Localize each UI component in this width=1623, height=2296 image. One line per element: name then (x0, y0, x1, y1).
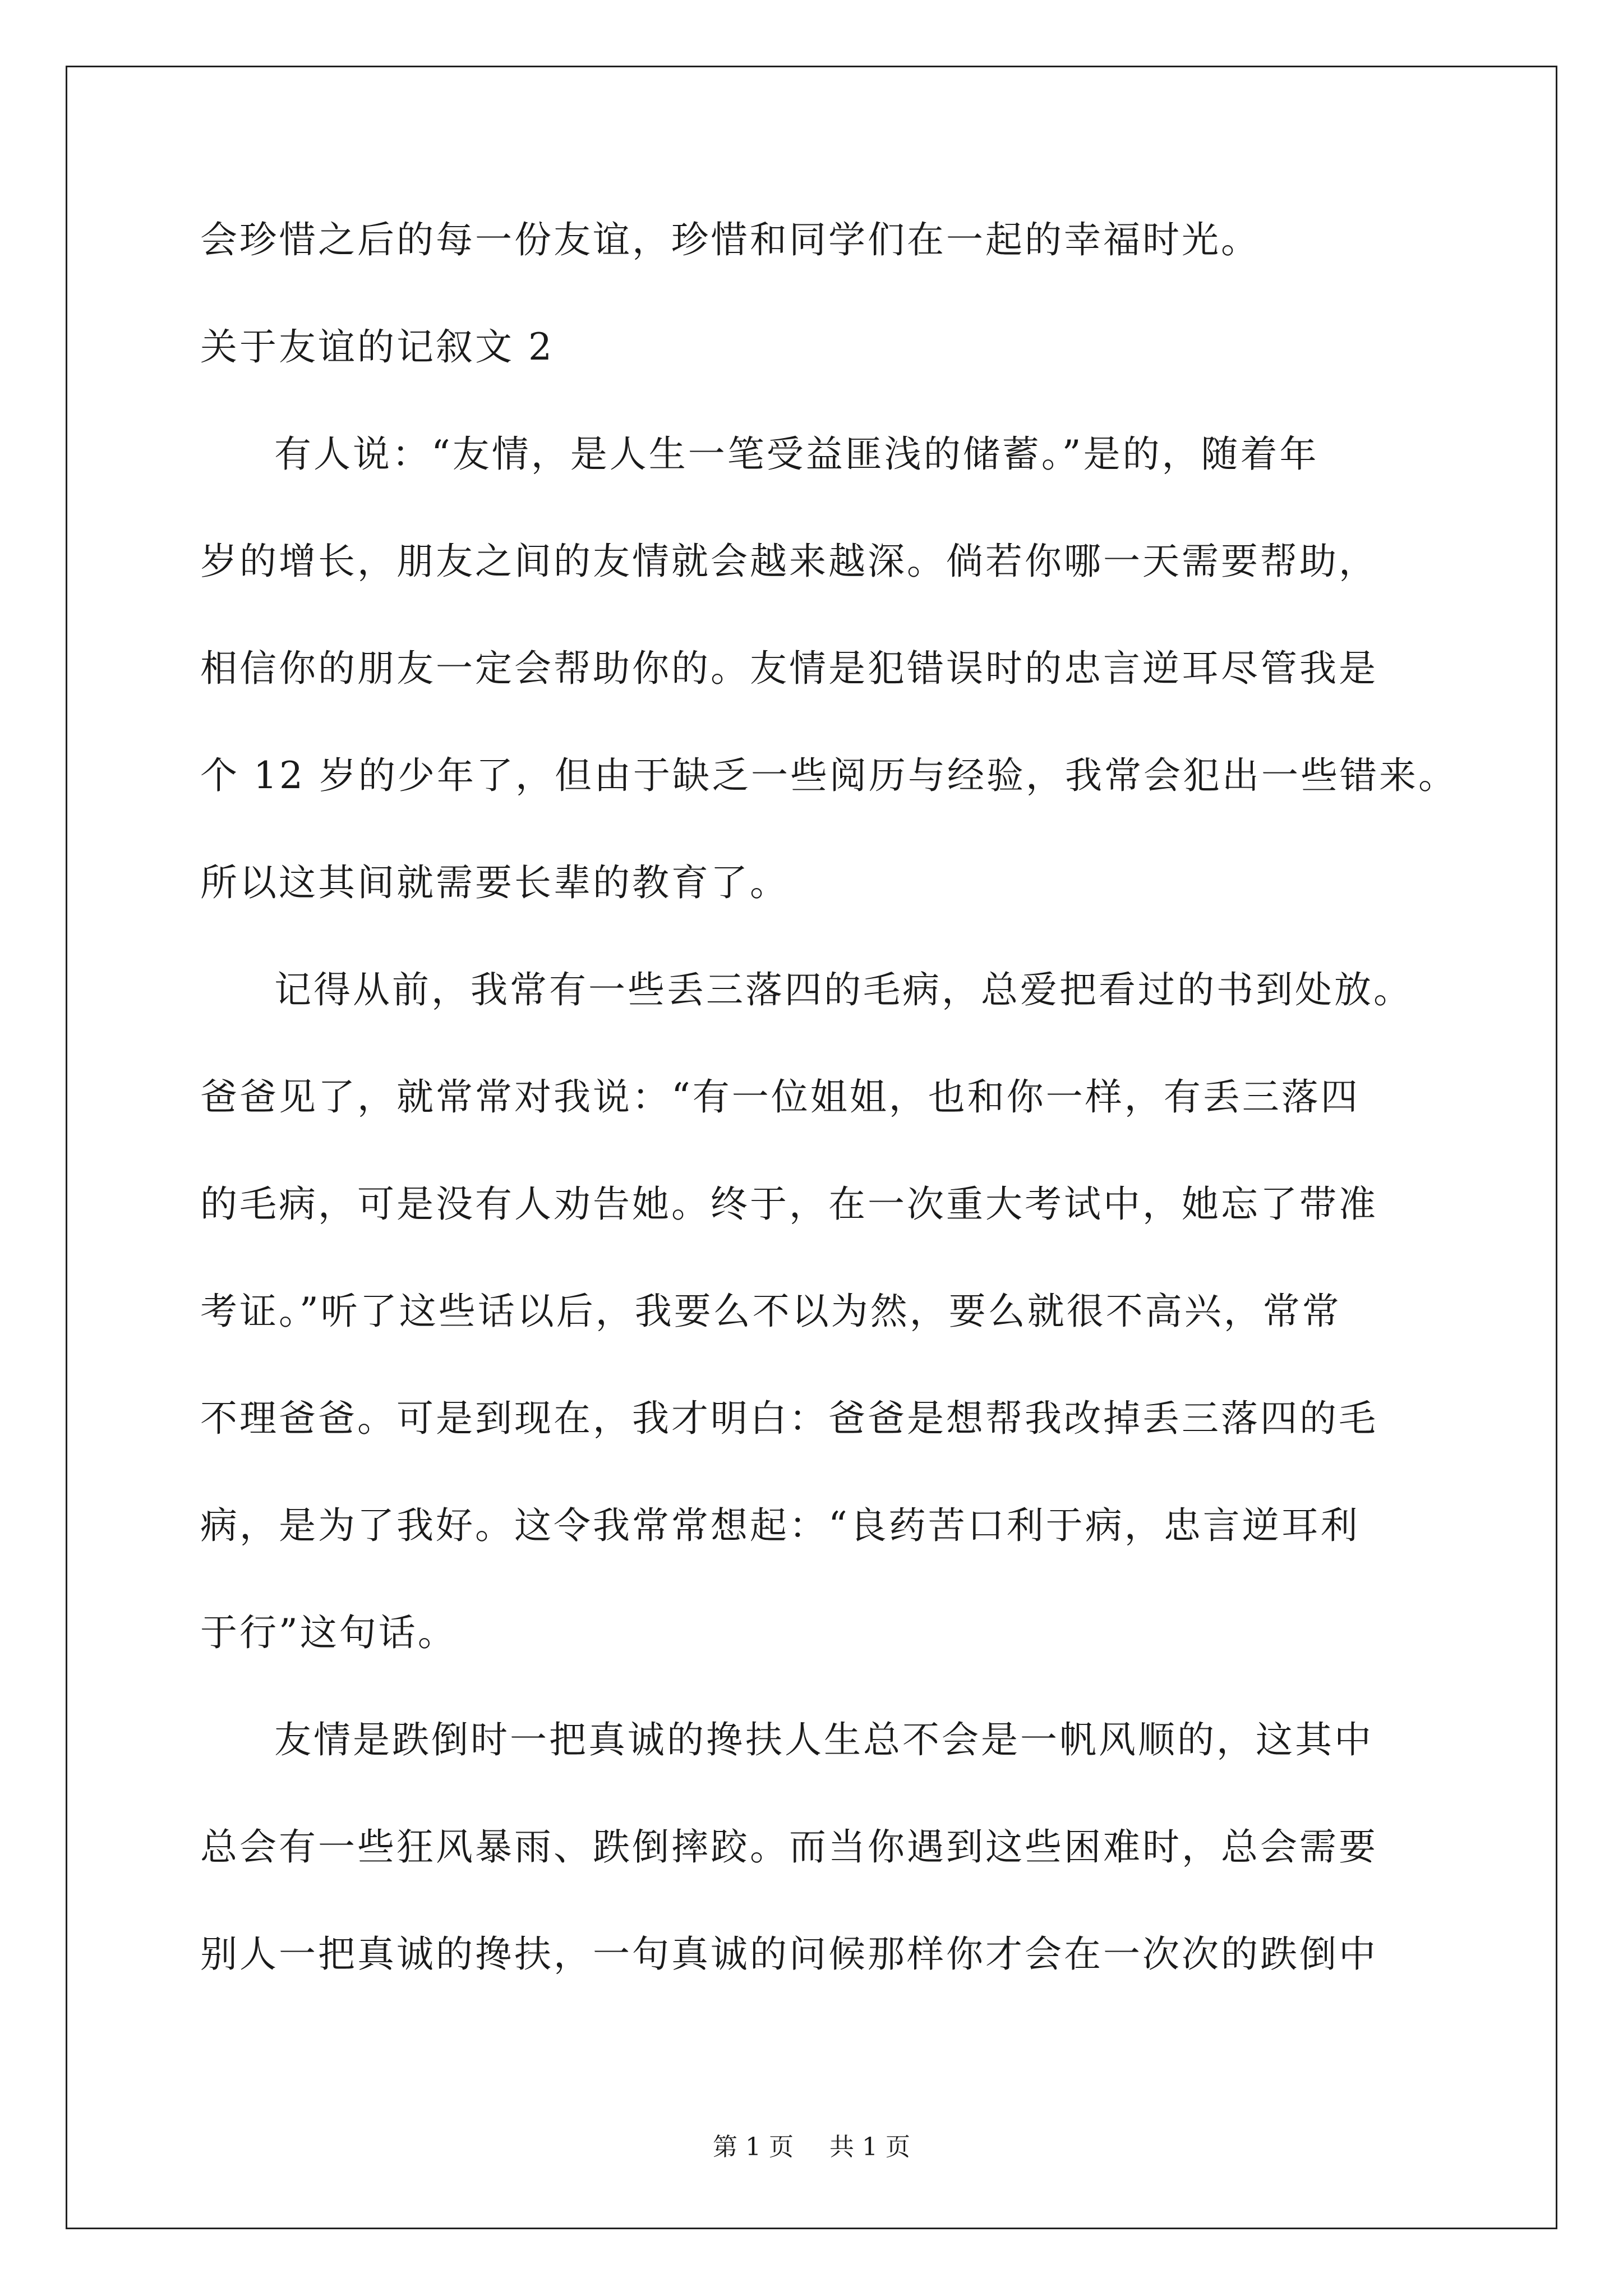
text-line: 病，是为了我好。这令我常常想起：“良药苦口利于病，忠言逆耳利 (200, 1504, 1360, 1547)
paragraph-start-line: 有人说：“友情，是人生一笔受益匪浅的储蓄。”是的，随着年 (274, 432, 1319, 476)
text-line: 岁的增长，朋友之间的友情就会越来越深。倘若你哪一天需要帮助， (200, 540, 1378, 583)
page-footer (0, 2131, 1623, 2164)
text-line: 爸爸见了，就常常对我说：“有一位姐姐，也和你一样，有丢三落四 (200, 1075, 1360, 1119)
text-line: 总会有一些狂风暴雨、跌倒摔跤。而当你遇到这些困难时，总会需要 (200, 1825, 1378, 1869)
document-body (200, 213, 1458, 2035)
text-line: 相信你的朋友一定会帮助你的。友情是犯错误时的忠言逆耳尽管我是 (200, 647, 1378, 690)
page-number-current: 第 1 页 (713, 2133, 794, 2161)
text-line: 会珍惜之后的每一份友谊，珍惜和同学们在一起的幸福时光。 (200, 218, 1260, 261)
paragraph-start-line: 友情是跌倒时一把真诚的搀扶人生总不会是一帆风顺的，这其中 (274, 1718, 1373, 1761)
text-line: 别人一把真诚的搀扶，一句真诚的问候那样你才会在一次次的跌倒中 (200, 1932, 1378, 1976)
text-line: 于行”这句话。 (200, 1611, 457, 1654)
text-line: 考证。”听了这些话以后，我要么不以为然，要么就很不高兴，常常 (200, 1290, 1341, 1333)
paragraph-start-line: 记得从前，我常有一些丢三落四的毛病，总爱把看过的书到处放。 (274, 968, 1413, 1011)
text-line: 不理爸爸。可是到现在，我才明白：爸爸是想帮我改掉丢三落四的毛 (200, 1397, 1378, 1440)
text-line: 个 12 岁的少年了，但由于缺乏一些阅历与经验，我常会犯出一些错来。 (200, 754, 1458, 797)
page-number-total: 共 1 页 (829, 2133, 910, 2161)
text-line: 的毛病，可是没有人劝告她。终于，在一次重大考试中，她忘了带准 (200, 1182, 1378, 1226)
text-line: 所以这其间就需要长辈的教育了。 (200, 861, 789, 904)
section-heading: 关于友谊的记叙文 2 (200, 325, 554, 369)
